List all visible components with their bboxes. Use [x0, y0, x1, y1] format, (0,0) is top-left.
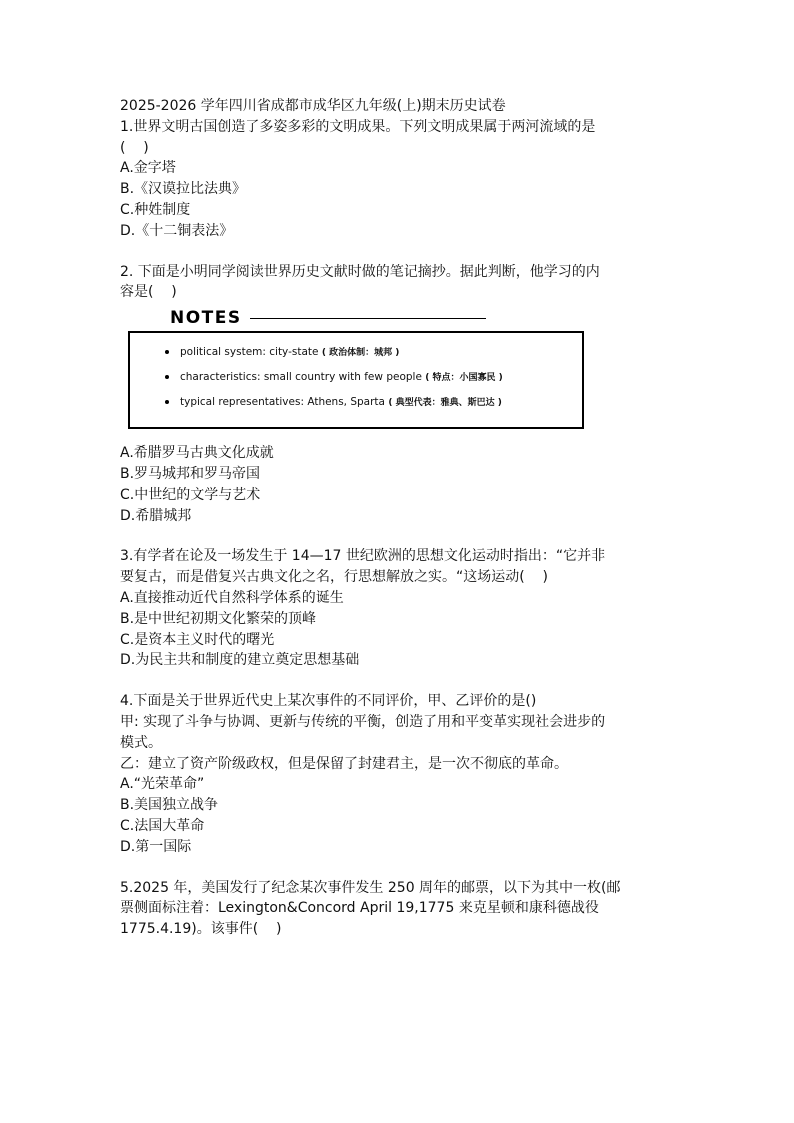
notes-item-en: political system: city-state	[180, 346, 319, 359]
notes-item-cn: ( 特点：小国寡民 )	[425, 373, 503, 384]
notes-item	[180, 370, 503, 385]
question-3	[120, 546, 680, 671]
option-d: D.为民主共和制度的建立奠定思想基础	[120, 652, 360, 669]
notes-box	[128, 331, 584, 429]
question-1	[120, 117, 680, 242]
question-stem: 3.有学者在论及一场发生于 14—17 世纪欧洲的思想文化运动时指出：“它并非	[120, 548, 606, 565]
notes-header	[170, 307, 490, 329]
notes-figure	[126, 307, 586, 437]
notes-item	[180, 395, 502, 410]
question-stem: 甲: 实现了斗争与协调、更新与传统的平衡，创造了用和平变革实现社会进步的	[120, 713, 606, 730]
option-d: D.第一国际	[120, 838, 192, 855]
bullet-icon	[165, 400, 169, 404]
question-stem: 1775.4.19)。该事件( )	[120, 921, 282, 938]
option-b: B.《汉谟拉比法典》	[120, 181, 247, 198]
question-stem: 4.下面是关于世界近代史上某次事件的不同评价，甲、乙评价的是()	[120, 693, 537, 710]
option-b: B.罗马城邦和罗马帝国	[120, 465, 261, 482]
option-b: B.美国独立战争	[120, 797, 219, 814]
question-5	[120, 878, 680, 940]
notes-heading: NOTES	[170, 308, 242, 329]
bullet-icon	[165, 375, 169, 379]
spacer	[120, 858, 680, 878]
question-stem: 乙：建立了资产阶级政权，但是保留了封建君主，是一次不彻底的革命。	[120, 755, 568, 772]
option-a: A.希腊罗马古典文化成就	[120, 445, 274, 462]
question-stem: 要复古，而是借复兴古典文化之名，行思想解放之实。“这场运动( )	[120, 569, 548, 586]
option-b: B.是中世纪初期文化繁荣的顶峰	[120, 610, 317, 627]
notes-item-cn: ( 政治体制：城邦 )	[321, 348, 400, 359]
question-stem: 1.世界文明古国创造了多姿多彩的文明成果。下列文明成果属于两河流域的是	[120, 118, 596, 135]
exam-title: 2025-2026 学年四川省成都市成华区九年级(上)期末历史试卷	[120, 98, 506, 114]
option-c: C.中世纪的文学与艺术	[120, 486, 261, 503]
option-a: A.金字塔	[120, 160, 176, 177]
question-stem: 票侧面标注着：Lexington&Concord April 19,1775 来克星顿和康科德战役	[120, 900, 599, 917]
notes-item-en: typical representatives: Athens, Sparta	[180, 396, 385, 409]
question-stem: 容是( )	[120, 284, 177, 301]
option-c: C.是资本主义时代的曙光	[120, 631, 275, 648]
notes-item-en: characteristics: small country with few people	[180, 371, 422, 384]
option-a: A.直接推动近代自然科学体系的诞生	[120, 589, 344, 606]
question-stem: 2. 下面是小明同学阅读世界历史文献时做的笔记摘抄。据此判断，他学习的内	[120, 263, 600, 280]
notes-item	[180, 345, 399, 360]
spacer	[120, 671, 680, 691]
spacer	[120, 242, 680, 262]
question-4	[120, 691, 680, 857]
option-a: A.“光荣革命”	[120, 776, 205, 793]
option-c: C.法国大革命	[120, 817, 205, 834]
bullet-icon	[165, 350, 169, 354]
question-stem: ( )	[120, 139, 149, 156]
question-stem: 模式。	[120, 734, 162, 751]
notes-item-cn: ( 典型代表：雅典、斯巴达 )	[388, 398, 502, 409]
exam-page	[120, 96, 680, 940]
question-2	[120, 262, 680, 527]
question-stem: 5.2025 年，美国发行了纪念某次事件发生 250 周年的邮票，以下为其中一枚(邮	[120, 879, 621, 896]
option-d: D.希腊城邦	[120, 507, 192, 524]
notes-rule-line	[250, 318, 486, 319]
option-d: D.《十二铜表法》	[120, 222, 234, 239]
option-c: C.种姓制度	[120, 201, 191, 218]
spacer	[120, 526, 680, 546]
